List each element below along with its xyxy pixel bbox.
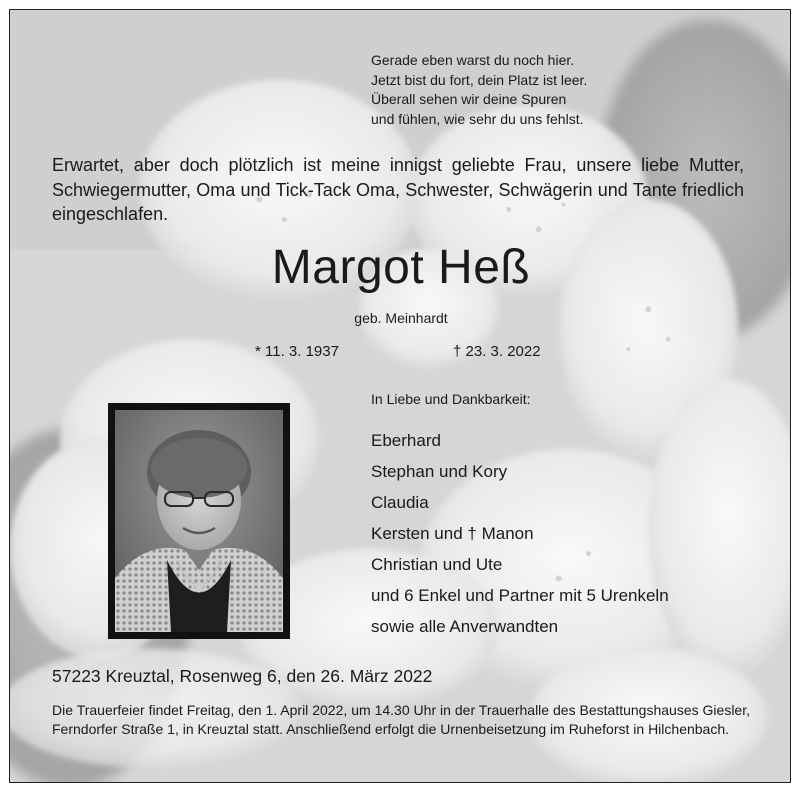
portrait-photo	[115, 410, 283, 632]
maiden-name: geb. Meinhardt	[354, 310, 448, 326]
portrait-frame	[108, 403, 290, 639]
poem	[371, 51, 587, 129]
list-item: Claudia	[371, 493, 429, 512]
poem-line: und fühlen, wie sehr du uns fehlst.	[371, 110, 584, 127]
list-item: sowie alle Anverwandten	[371, 617, 559, 636]
thanks-label: In Liebe und Dankbarkeit:	[371, 391, 531, 407]
list-item: Kersten und † Manon	[371, 524, 534, 543]
list-item: Stephan und Kory	[371, 462, 508, 481]
death-date: † 23. 3. 2022	[453, 343, 541, 360]
poem-line: Überall sehen wir deine Spuren	[371, 91, 567, 107]
list-item: Eberhard	[371, 431, 441, 450]
birth-date: * 11. 3. 1937	[255, 343, 339, 360]
place-and-date: 57223 Kreuztal, Rosenweg 6, den 26. März 2022	[52, 666, 433, 686]
poem-line: Gerade eben warst du noch hier.	[371, 52, 575, 68]
intro-text: Erwartet, aber doch plötzlich ist meine innigst geliebte Frau, unsere liebe Mutter, Schwiegermutter, Oma und Tick-Tack Oma, Schwester, Schwägerin und Tante friedlich eingeschlafen.	[52, 155, 744, 224]
deceased-name: Margot Heß	[271, 241, 531, 294]
obituary-notice	[9, 9, 791, 783]
poem-line: Jetzt bist du fort, dein Platz ist leer.	[371, 71, 588, 88]
list-item: Christian und Ute	[371, 555, 503, 574]
list-item: und 6 Enkel und Partner mit 5 Urenkeln	[371, 586, 669, 605]
ceremony-info: Die Trauerfeier findet Freitag, den 1. April 2022, um 14.30 Uhr in der Trauerhalle des Bestattungshauses Giesler, Ferndorfer Straße 1, in Kreuztal statt. Anschließend erfolgt die Urnenbeisetzung im Ruheforst in Hilchenbach.	[52, 702, 750, 737]
mourners-list	[371, 425, 669, 642]
